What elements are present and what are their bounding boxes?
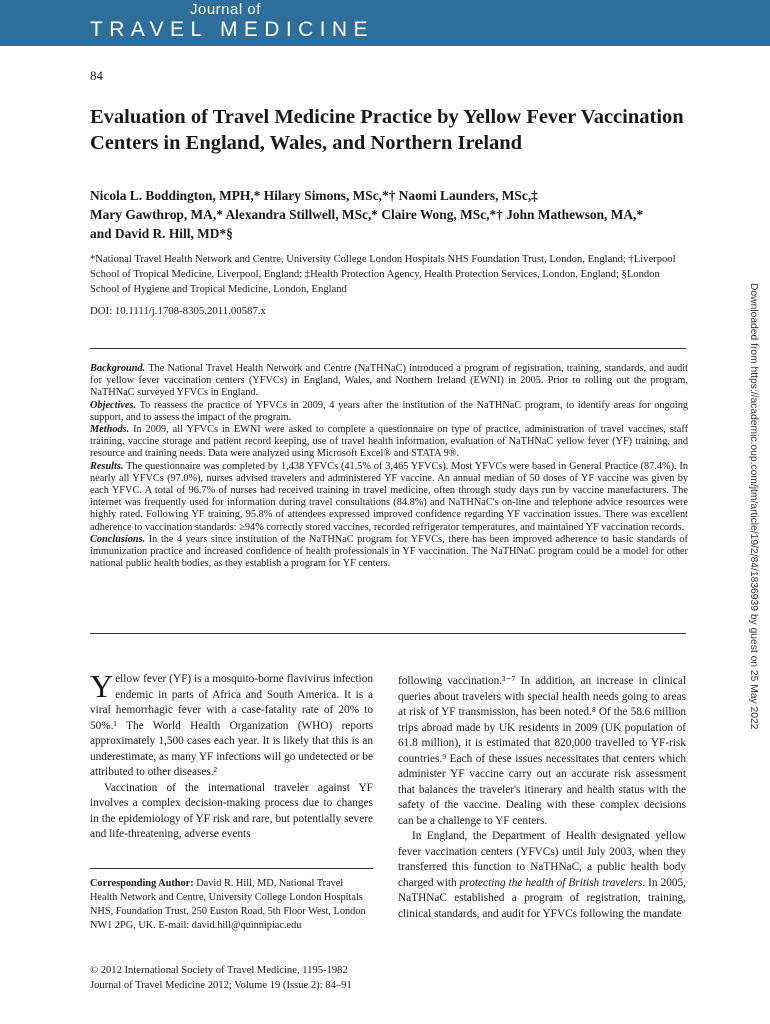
abstract-methods xyxy=(90,424,688,461)
journal-header xyxy=(0,0,770,46)
body-paragraph: Vaccination of the international traveler against YF involves a complex decision-making process due to changes in the epidemiology of YF risk and rare, but potentially severe and life-threatening, adverse events xyxy=(90,781,373,840)
body-text: ellow fever (YF) is a mosquito-borne flavivirus infection endemic in parts of Africa and South America. It is a viral hemorrhagic fever with a case-fatality rate of 20% to 50%.¹ The World Health Organization (WHO) reports approximately 1,500 cases each year. It is likely that this is an underestimate, as many YF infections will go undetected or be attributed to other diseases.² xyxy=(90,673,373,778)
author-list xyxy=(90,186,700,243)
author-line: and David R. Hill, MD*§ xyxy=(90,226,233,241)
abstract-background xyxy=(90,363,688,400)
body-column-right xyxy=(398,674,686,922)
abstract-label: Background. xyxy=(90,363,146,374)
abstract-text: The National Travel Health Network and Centre (NaTHNaC) introduced a program of registration, training, standards, and audit for yellow fever vaccination centers (YFVCs) in England, Wales, and Northern Ireland (EWNI) in 2005. Prior to rolling out the program, NaTHNaC surveyed YFVCs in England. xyxy=(90,363,688,399)
affiliations: *National Travel Health Network and Centre, University College London Hospitals NHS Foundation Trust, London, England; †Liverpool School of Tropical Medicine, Liverpool, England; ‡Health Protection Agency, Health Protection Services, London, England; §London School of Hygiene and Tropical Medicine, London, England xyxy=(90,254,676,295)
abstract-objectives xyxy=(90,400,688,424)
abstract-label: Results. xyxy=(90,460,124,472)
abstract-text: To reassess the practice of YFVCs in 2009, 4 years after the institution of the NaTHNaC program, to identify areas for ongoing support, and to assess the impact of the program. xyxy=(90,399,688,423)
journal-of-label: Journal of xyxy=(190,1,261,18)
page-footer xyxy=(90,964,390,993)
abstract-text: In 2009, all YFVCs in EWNI were asked to complete a questionnaire on type of practice, administration of travel vaccines, staff training, vaccine storage and patient record keeping, use of travel health information, evaluation of NaTHNaC yellow fever (YF) training, and resource and training needs. Data were analyzed using Microsoft Excel® and STATA 9®. xyxy=(90,424,688,460)
body-text: . In 2005, NaTHNaC established a program of registration, training, clinical standards, and audit for YFVCs following the mandate xyxy=(398,876,686,920)
abstract-results xyxy=(90,461,688,534)
author-line: Nicola L. Boddington, MPH,* Hilary Simons, MSc,*† Naomi Launders, MSc,‡ xyxy=(90,188,538,203)
copyright: © 2012 International Society of Travel Medicine, 1195-1982 xyxy=(90,965,348,976)
abstract-label: Methods. xyxy=(90,424,130,436)
corresponding-author-label: Corresponding Author: xyxy=(90,878,194,889)
author-line: Mary Gawthrop, MA,* Alexandra Stillwell, MSc,* Claire Wong, MSc,*† John Mathewson, MA,* xyxy=(90,207,644,222)
body-column-left xyxy=(90,668,373,843)
abstract-text: The questionnaire was completed by 1,438 YFVCs (41.5% of 3,465 YFVCs). Most YFVCs were based in General Practice (87.4%). In nearly all YFVCs (97.0%), nurses advised travelers and administered YF vaccine. An annual median of 50 doses of YF vaccine was given by each YFVC. A total of 96.7% of nurses had received training in travel medicine, often through study days run by vaccine manufacturers. The internet was frequently used for information during travel consultations (84.8%) and NaTHNaC's on-line and telephone advice resources were highly rated. Following YF training, 95.8% of attendees expressed improved confidence regarding YF vaccination issues. There was excellent adherence to vaccination standards: ≥94% correctly stored vaccines, recorded refrigerator temperatures, and maintained YF vaccination records. xyxy=(90,460,688,533)
download-note: Downloaded from https://academic.oup.com/jtm/article/19/2/84/1836939 by guest on 25 May 2022 xyxy=(748,283,759,730)
abstract xyxy=(90,363,688,570)
article-title: Evaluation of Travel Medicine Practice by Yellow Fever Vaccination Centers in England, Wales, and Northern Ireland xyxy=(90,106,684,154)
body-text: In England, the Department of Health designated yellow fever vaccination centers (YFVCs) until July 2003, when they transferred this function to NaTHNaC, a public health body charged with xyxy=(398,830,686,889)
abstract-text: In the 4 years since institution of the NaTHNaC program for YFVCs, there has been improved adherence to basic standards of immunization practice and increased confidence of health professionals in YF vaccination. The NaTHNaC program could be a model for other national public health bodies, as they establish a program for YF centers. xyxy=(90,533,688,570)
corresponding-author-text: David R. Hill, MD, National Travel Health Network and Centre, University College London Hospitals NHS, Foundation Trust, 250 Euston Road, 5th Floor West, London NW1 2PG, UK. E-mail: david.hill@quinnipiac.edu xyxy=(90,878,366,931)
page-number: 84 xyxy=(90,68,103,83)
corresponding-author xyxy=(90,877,373,933)
journal-name: TRAVEL MEDICINE xyxy=(90,18,374,41)
drop-cap: Y xyxy=(90,668,114,704)
body-paragraph xyxy=(90,668,373,781)
abstract-top-rule xyxy=(90,348,686,349)
body-emphasis: protecting the health of British travelers xyxy=(459,876,643,889)
correspondence-rule xyxy=(90,868,373,869)
citation: Journal of Travel Medicine 2012; Volume 19 (Issue 2): 84–91 xyxy=(90,979,352,991)
doi-link[interactable]: DOI: 10.1111/j.1708-8305.2011.00587.x xyxy=(90,305,266,317)
abstract-label: Conclusions. xyxy=(90,533,146,545)
abstract-conclusions xyxy=(90,534,688,571)
abstract-label: Objectives. xyxy=(90,399,137,411)
abstract-bottom-rule xyxy=(90,633,686,634)
body-paragraph: following vaccination.³⁻⁷ In addition, an increase in clinical queries about travelers with special health needs going to areas at risk of YF transmission, has been noted.⁸ Of the 58.6 million trips abroad made by UK residents in 2009 (UK population of 61.8 million), it is estimated that 820,000 travelled to YF-risk countries.⁹ Each of these issues necessitates that centers which administer YF vaccine carry out an accurate risk assessment that balances the traveler's itinerary and health status with the safety of the vaccine. Dealing with these complex decisions can be a challenge to YF centers. xyxy=(398,675,686,827)
body-paragraph xyxy=(398,829,686,922)
